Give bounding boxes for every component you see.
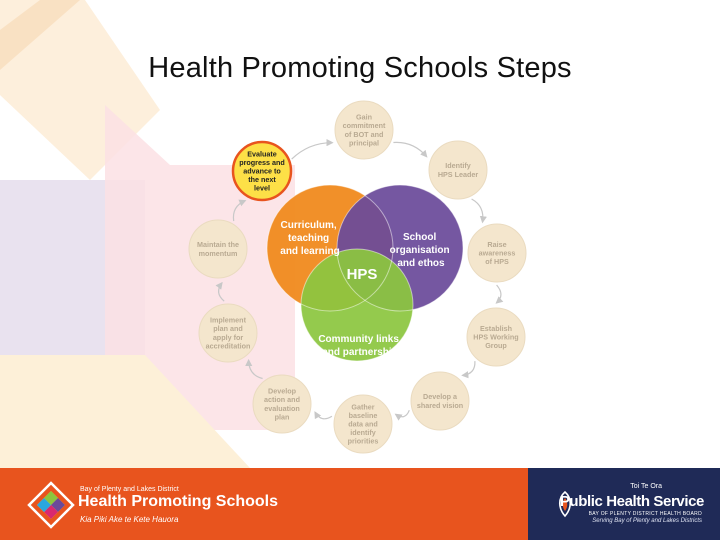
phs-logo-block (528, 468, 720, 540)
cycle-arrow (472, 199, 483, 222)
hps-center-label: HPS (346, 266, 378, 283)
cycle-arrow (396, 410, 410, 417)
step-9 (189, 220, 247, 278)
maori-tagline: Kia Piki Ake te Kete Hauora (80, 515, 179, 524)
step-10 (233, 142, 291, 200)
step-label: Identify HPS Leader (437, 161, 479, 179)
serving-tagline: Serving Bay of Plenty and Lakes Districts (592, 518, 702, 524)
district-label: Bay of Plenty and Lakes District (80, 486, 179, 493)
cycle-arrow (393, 142, 426, 156)
cycle-arrow (462, 361, 475, 375)
background-decoration (0, 0, 295, 468)
step-label: Gather baseline data and identify priorities (347, 402, 379, 446)
step-3 (468, 224, 526, 282)
step-6 (334, 395, 392, 453)
board-name: BAY OF PLENTY DISTRICT HEALTH BOARD (588, 511, 702, 517)
step-label: Gain commitment of BOT and principal (342, 112, 386, 148)
step-label: Develop action and evaluation plan (264, 386, 300, 422)
hps-venn (267, 185, 463, 361)
page-title: Health Promoting Schools Steps (148, 52, 572, 84)
step-label: Raise awareness of HPS (478, 239, 516, 267)
community-label: Community links and partnership (318, 334, 399, 358)
step-label: Evaluate progress and advance to the next level (239, 149, 285, 193)
step-7 (253, 375, 311, 433)
cycle-arrow (496, 285, 501, 303)
footer-bar (0, 468, 720, 540)
service-name: Public Health Service (559, 493, 704, 510)
step-1 (335, 101, 393, 159)
cycle-arrow (292, 143, 333, 159)
step-8 (199, 304, 257, 362)
toi-te-ora-label: Toi Te Ora (630, 483, 662, 490)
step-2 (429, 141, 487, 199)
cycle-arrow (315, 412, 332, 419)
step-4 (467, 308, 525, 366)
step-label: Develop a shared vision (416, 392, 464, 410)
hps-logo-icon (27, 481, 75, 529)
program-name: Health Promoting Schools (78, 493, 279, 510)
step-label: Establish HPS Working Group (473, 323, 519, 351)
school-organisation-label: School organisation and ethos (389, 232, 450, 269)
step-label: Implement plan and apply for accreditation (205, 315, 251, 351)
step-5 (411, 372, 469, 430)
curriculum-label: Curriculum, teaching and learning (280, 220, 340, 257)
step-label: Maintain the momentum (197, 240, 239, 258)
